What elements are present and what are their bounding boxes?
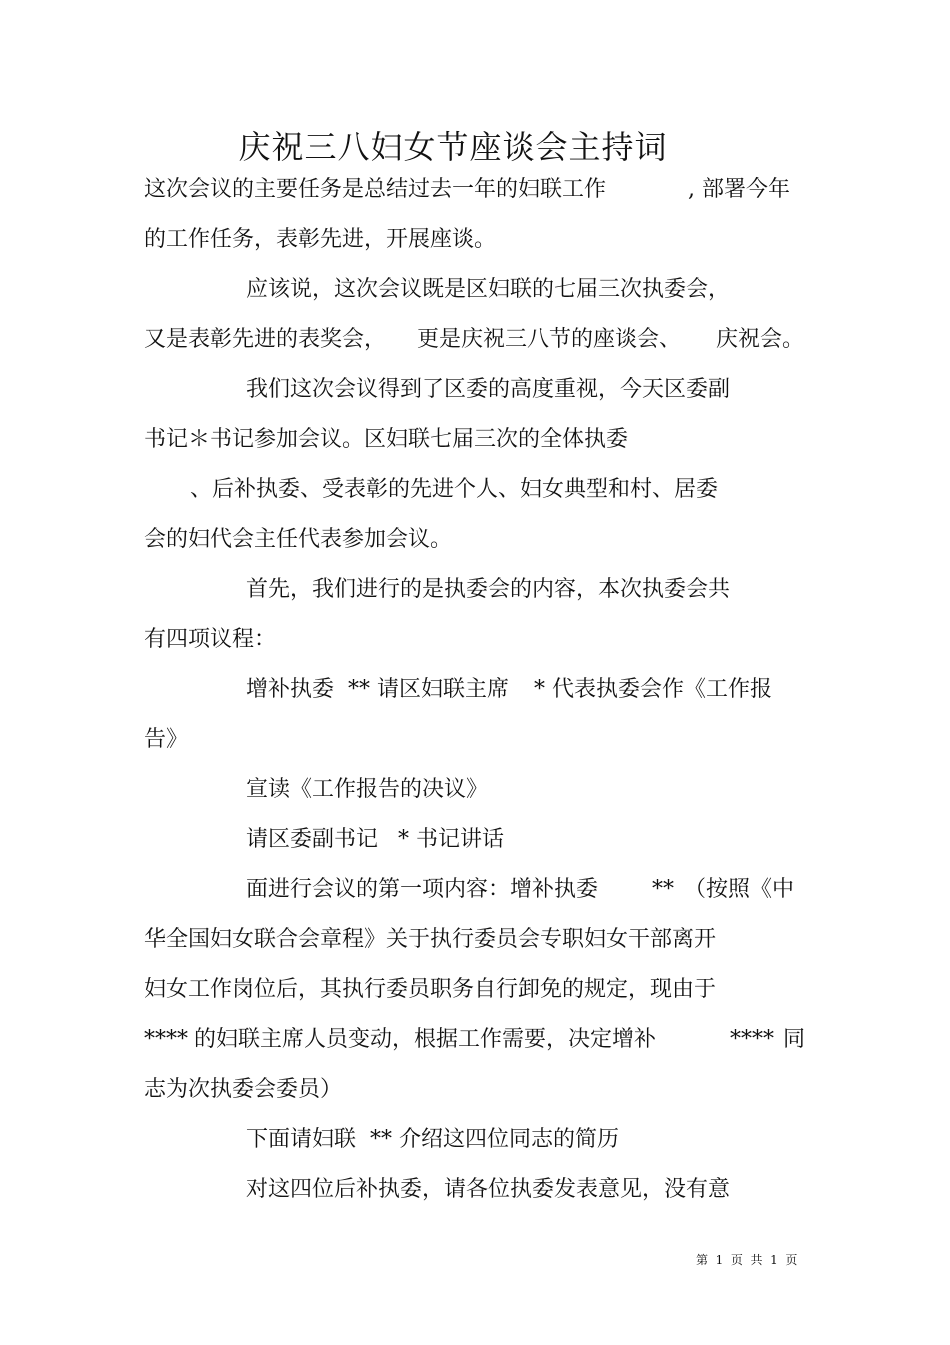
body-line: 应该说，这次会议既是区妇联的七届三次执委会， xyxy=(246,277,731,302)
body-line: 对这四位后补执委，请各位执委发表意见，没有意 xyxy=(246,1177,731,1202)
body-line: 首先，我们进行的是执委会的内容，本次执委会共 xyxy=(246,577,731,602)
body-line: * 书记讲话 xyxy=(398,827,504,852)
body-line: , 部署今年 xyxy=(688,177,790,202)
body-line: 志为次执委会委员） xyxy=(144,1077,343,1102)
body-line: 告》 xyxy=(144,727,189,752)
body-line: **** xyxy=(730,1027,774,1052)
body-line: 有四项议程： xyxy=(144,627,277,652)
body-line: 我们这次会议得到了区委的高度重视，今天区委副 xyxy=(246,377,731,402)
body-line: 会的妇代会主任代表参加会议。 xyxy=(144,527,453,552)
body-line: **** xyxy=(144,1027,188,1052)
body-line: 妇女工作岗位后，其执行委员职务自行卸免的规定，现由于 xyxy=(144,977,717,1002)
body-line: 请区委副书记 xyxy=(246,827,379,852)
page-number-footer: 第 1 页 共 1 页 xyxy=(696,1253,798,1267)
body-line: ** xyxy=(652,877,674,902)
body-line: * 代表执委会作《工作报 xyxy=(534,677,772,702)
body-line: 又是表彰先进的表奖会， xyxy=(144,327,387,352)
body-line: 华全国妇女联合会章程》关于执行委员会专职妇女干部离开 xyxy=(144,927,717,952)
body-line: 面进行会议的第一项内容：增补执委 xyxy=(246,877,599,902)
body-line: 这次会议的主要任务是总结过去一年的妇联工作 xyxy=(144,177,607,202)
body-line: 书记＊书记参加会议。区妇联七届三次的全体执委 xyxy=(144,427,629,452)
body-line: 庆祝会。 xyxy=(716,327,805,352)
body-line: 的妇联主席人员变动，根据工作需要，决定增补 xyxy=(194,1027,657,1052)
body-line: 下面请妇联 ** 介绍这四位同志的简历 xyxy=(246,1127,619,1152)
body-line: 更是庆祝三八节的座谈会、 xyxy=(417,327,682,352)
body-line: 同 xyxy=(783,1027,806,1052)
body-line: 增补执委 ** 请区妇联主席 xyxy=(246,677,509,702)
body-line: 宣读《工作报告的决议》 xyxy=(246,777,489,802)
body-line: 、后补执委、受表彰的先进个人、妇女典型和村、居委 xyxy=(190,477,719,502)
body-line: 的工作任务，表彰先进，开展座谈。 xyxy=(144,227,497,252)
body-line: （按照《中 xyxy=(684,877,795,902)
document-title: 庆祝三八妇女节座谈会主持词 xyxy=(238,128,668,166)
